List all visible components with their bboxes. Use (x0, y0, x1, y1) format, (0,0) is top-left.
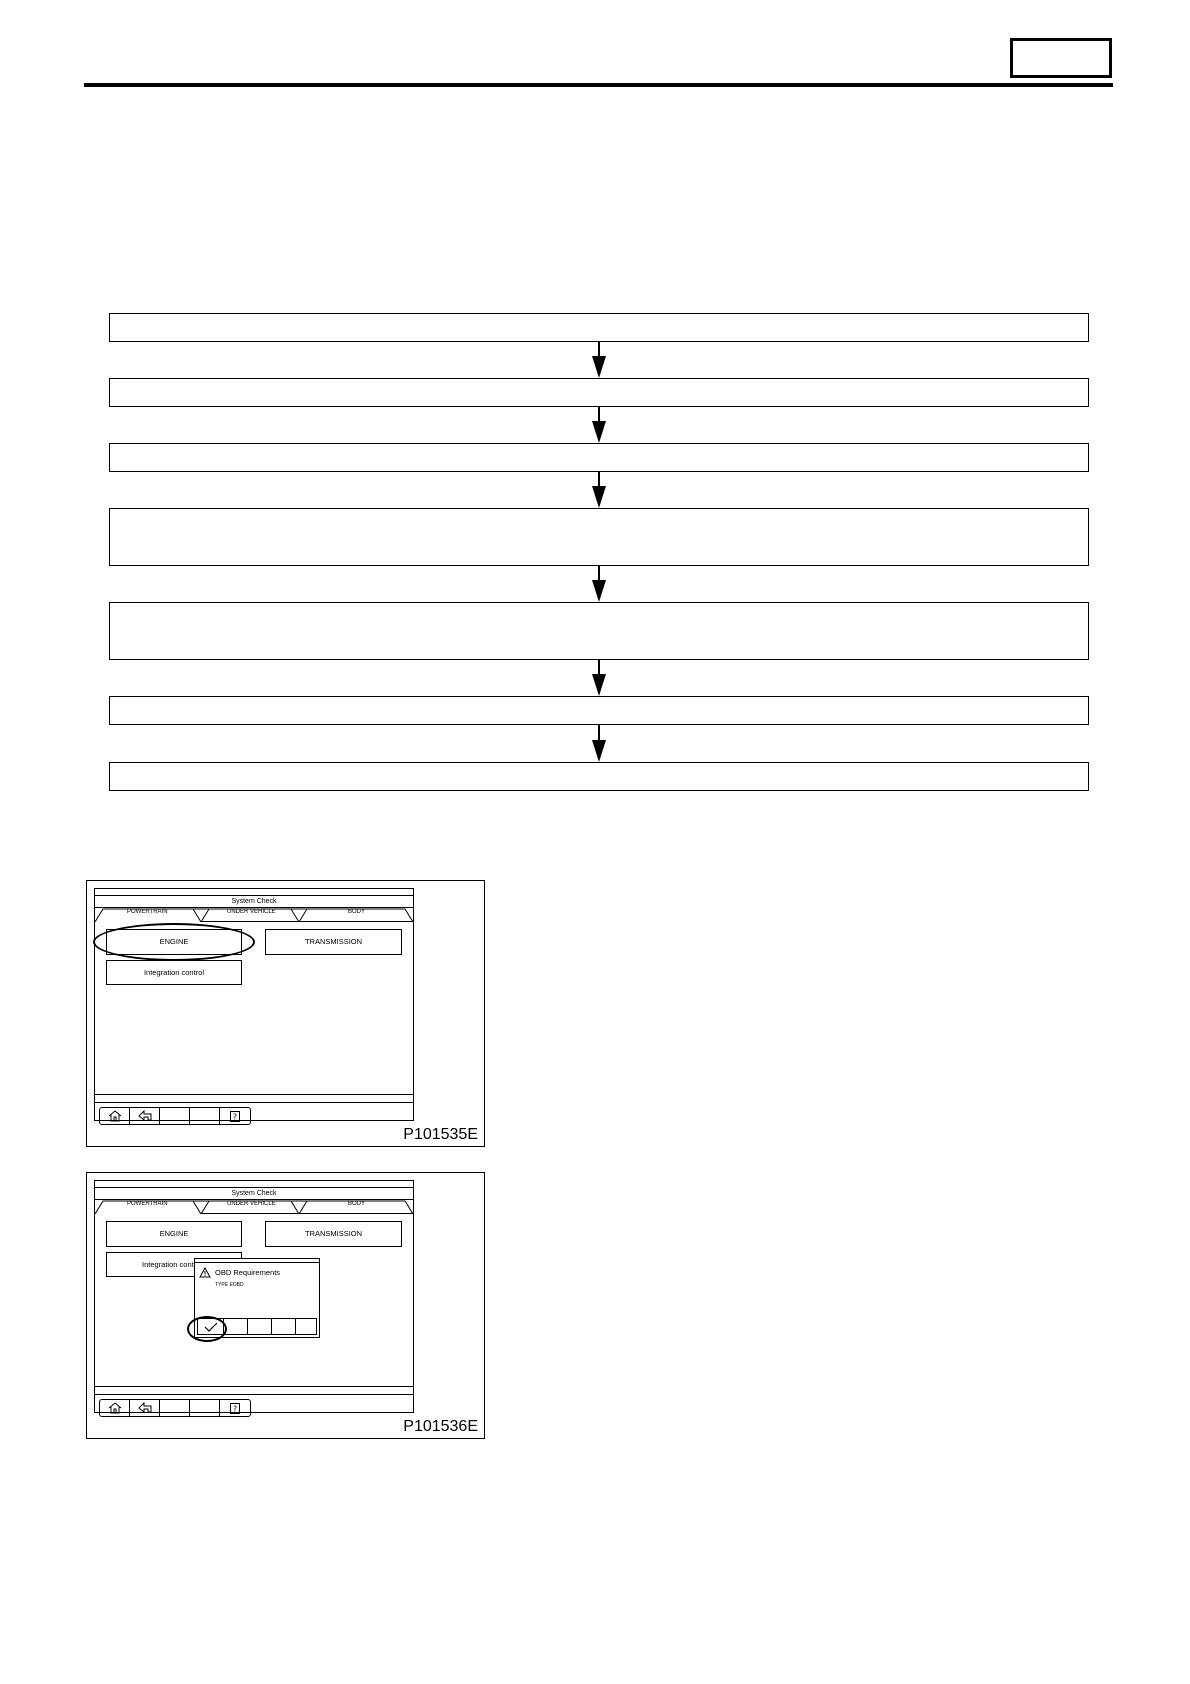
svg-text:?: ? (232, 1404, 238, 1413)
ok-highlight-ellipse (187, 1316, 227, 1342)
header-rule (84, 83, 1113, 87)
integration-control-button[interactable]: Integration control (106, 960, 242, 985)
tab-powertrain[interactable]: POWERTRAIN (127, 909, 168, 915)
warning-icon (199, 1267, 211, 1278)
home-icon (108, 1402, 122, 1414)
back-button[interactable] (130, 1400, 160, 1416)
help-button[interactable] (220, 1400, 250, 1416)
toolbar-blank-button[interactable] (160, 1108, 190, 1124)
home-icon (108, 1110, 122, 1122)
toolbar (99, 1107, 251, 1125)
dialog-blank-button[interactable] (224, 1319, 248, 1334)
flowchart-arrow (592, 660, 606, 696)
tester-screen (94, 888, 414, 1121)
help-icon (230, 1111, 240, 1122)
tab-under-vehicle[interactable]: UNDER VEHICLE (227, 909, 276, 915)
flowchart-step (109, 443, 1089, 472)
flowchart-arrow (592, 342, 606, 378)
back-icon (137, 1402, 153, 1414)
screen-title: System Check (95, 1187, 413, 1200)
toolbar-blank-button[interactable] (190, 1400, 220, 1416)
tab-body[interactable]: BODY (348, 1201, 366, 1207)
illustration-system-check-engine (86, 880, 485, 1147)
engine-button[interactable]: ENGINE (106, 929, 242, 955)
figure-code: P101536E (403, 1418, 478, 1435)
tester-screen (94, 1180, 414, 1413)
flowchart-arrow (592, 566, 606, 602)
figure-code: P101535E (403, 1126, 478, 1143)
help-button[interactable] (220, 1108, 250, 1124)
screen-title: System Check (95, 895, 413, 908)
flowchart-arrow (592, 472, 606, 508)
toolbar-blank-button[interactable] (190, 1108, 220, 1124)
flowchart-step (109, 378, 1089, 407)
engine-button[interactable]: ENGINE (106, 1221, 242, 1247)
svg-text:?: ? (232, 1112, 238, 1121)
status-bar (95, 1386, 413, 1395)
status-bar (95, 1094, 413, 1103)
tab-bar (95, 908, 413, 922)
dialog-blank-button[interactable] (272, 1319, 296, 1334)
transmission-button[interactable]: TRANSMISSION (265, 1221, 402, 1247)
integration-control-button[interactable]: Integration cont (106, 1252, 242, 1277)
dialog-subtitle: TYPE EOBD (215, 1282, 244, 1288)
toolbar (99, 1399, 251, 1417)
page-number-box (1010, 38, 1112, 78)
flowchart-step (109, 508, 1089, 566)
dialog-header (195, 1259, 319, 1263)
home-button[interactable] (100, 1108, 130, 1124)
tab-under-vehicle[interactable]: UNDER VEHICLE (227, 1201, 276, 1207)
illustration-obd-requirements (86, 1172, 485, 1439)
flowchart-arrow (592, 407, 606, 443)
tab-body[interactable]: BODY (348, 909, 366, 915)
tab-powertrain[interactable]: POWERTRAIN (127, 1201, 168, 1207)
dialog-blank-button[interactable] (248, 1319, 272, 1334)
flowchart-arrow (592, 725, 606, 762)
home-button[interactable] (100, 1400, 130, 1416)
toolbar-blank-button[interactable] (160, 1400, 190, 1416)
flowchart-step (109, 313, 1089, 342)
flowchart-step (109, 602, 1089, 660)
dialog-blank-button[interactable] (296, 1319, 318, 1334)
flowchart-step (109, 696, 1089, 725)
engine-highlight-ellipse (93, 923, 255, 961)
help-icon (230, 1403, 240, 1414)
transmission-button[interactable]: TRANSMISSION (265, 929, 402, 955)
tab-bar (95, 1200, 413, 1214)
flowchart-step (109, 762, 1089, 791)
dialog-title: OBD Requirements (215, 1268, 281, 1277)
back-button[interactable] (130, 1108, 160, 1124)
back-icon (137, 1110, 153, 1122)
